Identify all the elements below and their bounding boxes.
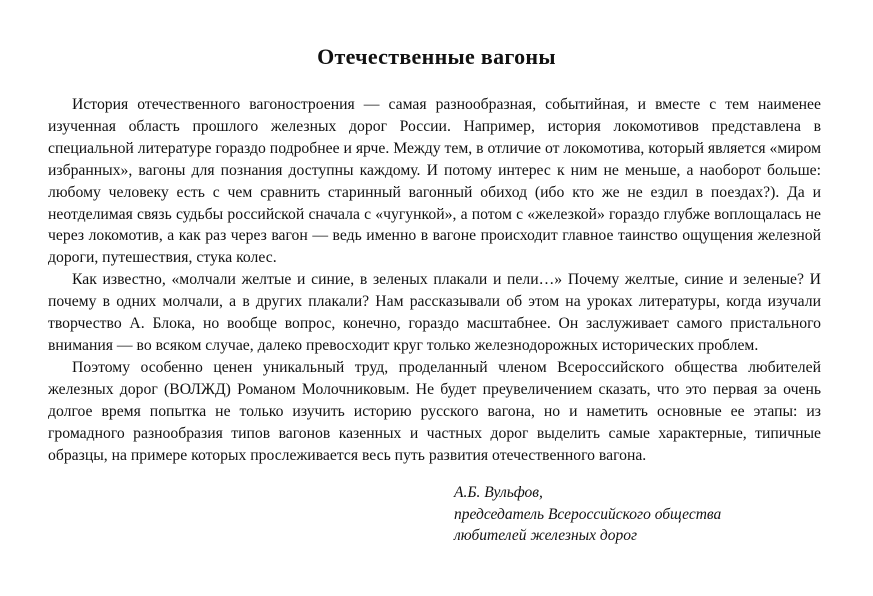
body-text xyxy=(48,94,821,466)
paragraph-3: Поэтому особенно ценен уникальный труд, проделанный членом Всероссийского общества любителей железных дорог (ВОЛЖД) Романом Молочниковым. Не будет преувеличением сказать, что это первая за очень долгое время попытка не только изучить историю русского вагона, но и наметить основные ее этапы: из громадного разнообразия типов вагонов казенных и частных дорог выделить самые характерные, типичные образцы, на примере которых прослеживается весь путь развития отечественного вагона. xyxy=(48,358,821,464)
signature-role-line-2: любителей железных дорог xyxy=(454,527,638,544)
paragraph-1: История отечественного вагоностроения — самая разнообразная, событийная, и вместе с тем наименее изученная область прошлого железных дорог России. Например, история локомотивов представлена в специальной литературе гораздо подробнее и ярче. Между тем, в отличие от локомотива, который является «миром избранных», вагоны для познания доступны каждому. И потому интерес к ним не меньше, а наоборот больше: любому человеку есть с чем сравнить старинный вагонный обиход (ибо кто же не ездил в поездах?). Да и неотделимая связь судьбы российской сначала с «чугункой», а потом с «железкой» гораздо глубже воплощалась не через локомотив, а как раз через вагон — ведь именно в вагоне происходит главное таинство ощущения железной дороги, путешествия, стука колес. xyxy=(48,96,821,267)
signature-role-line-1: председатель Всероссийского общества xyxy=(454,505,722,523)
signature-block xyxy=(454,482,854,547)
signature-name: А.Б. Вульфов, xyxy=(454,484,543,501)
document-title: Отечественные вагоны xyxy=(317,44,556,69)
paragraph-2: Как известно, «молчали желтые и синие, в зеленых плакали и пели…» Почему желтые, синие и зеленые? И почему в одних молчали, а в других плакали? Нам рассказывали об этом на уроках литературы, когда изучали творчество А. Блока, но вообще вопрос, конечно, гораздо масштабнее. Он заслуживает самого пристального внимания — во всяком случае, далеко превосходит круг только железнодорожных исторических проблем. xyxy=(48,271,821,354)
